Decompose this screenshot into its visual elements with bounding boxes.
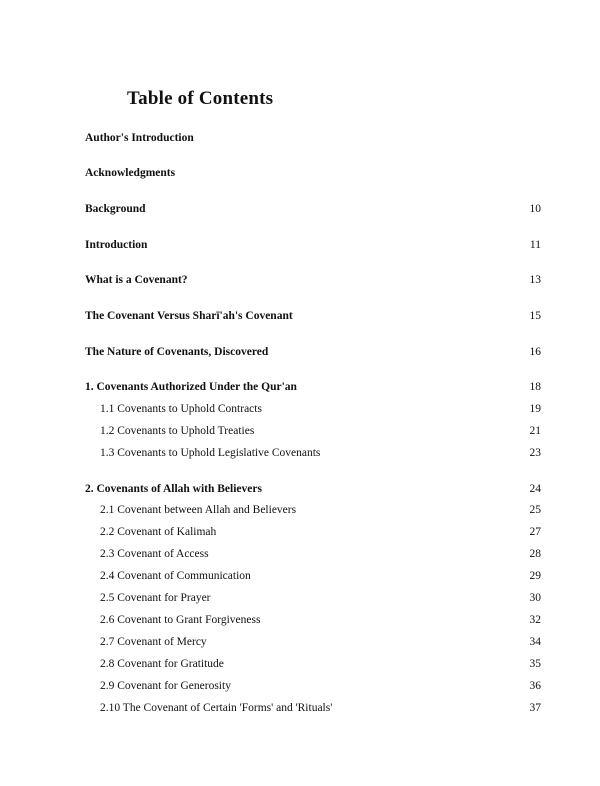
toc-entry-page: 16 (529, 346, 541, 358)
toc-entry-label: 2.6 Covenant to Grant Forgiveness (100, 614, 261, 626)
toc-entry-section-2-1[interactable] (100, 502, 541, 518)
toc-entry-page: 23 (529, 447, 541, 459)
toc-entry-label: The Covenant Versus Sharī'ah's Covenant (85, 310, 293, 322)
toc-entry-page: 24 (529, 483, 541, 495)
toc-entry-section-2-6[interactable] (100, 612, 541, 628)
toc-entry-section-2-9[interactable] (100, 678, 541, 694)
toc-entry-page: 11 (529, 239, 541, 251)
toc-entry-page: 28 (529, 548, 541, 560)
toc-entry-page: 13 (529, 274, 541, 286)
toc-entry-label: 2.9 Covenant for Generosity (100, 680, 231, 692)
toc-entry-section-2-10[interactable] (100, 700, 541, 716)
toc-entry-section-2-7[interactable] (100, 634, 541, 650)
toc-entry-label: Introduction (85, 239, 148, 251)
toc-entry-page: 19 (529, 403, 541, 415)
toc-entry-label: Author's Introduction (85, 132, 194, 144)
toc-entry-label: 2.4 Covenant of Communication (100, 570, 251, 582)
toc-entry-section-1-2[interactable] (100, 423, 541, 439)
toc-entry-section-2-3[interactable] (100, 546, 541, 562)
toc-entry-section-2-2[interactable] (100, 524, 541, 540)
toc-entry-label: 1.3 Covenants to Uphold Legislative Covenants (100, 447, 321, 459)
toc-entry-page: 37 (529, 702, 541, 714)
toc-entry-page: 18 (529, 381, 541, 393)
toc-entry-page: 32 (529, 614, 541, 626)
toc-entry-section-2-5[interactable] (100, 590, 541, 606)
toc-entry-section-1-3[interactable] (100, 445, 541, 461)
toc-entry-page: 36 (529, 680, 541, 692)
toc-entry-label: Background (85, 203, 146, 215)
toc-entry-acknowledgments[interactable] (85, 165, 541, 181)
toc-entry-page: 10 (529, 203, 541, 215)
toc-entry-introduction[interactable] (85, 237, 541, 253)
toc-entry-page: 35 (529, 658, 541, 670)
toc-entry-covenant-versus-shariahs-covenant[interactable] (85, 308, 541, 324)
toc-entry-background[interactable] (85, 201, 541, 217)
toc-entry-label: 2.5 Covenant for Prayer (100, 592, 211, 604)
toc-entry-label: 2.8 Covenant for Gratitude (100, 658, 224, 670)
toc-entry-label: 2. Covenants of Allah with Believers (85, 483, 262, 495)
toc-entry-section-2-8[interactable] (100, 656, 541, 672)
toc-entry-label: The Nature of Covenants, Discovered (85, 346, 269, 358)
toc-entry-label: 1. Covenants Authorized Under the Qur'an (85, 381, 297, 393)
toc-entry-page: 29 (529, 570, 541, 582)
toc-entry-label: 2.7 Covenant of Mercy (100, 636, 207, 648)
toc-entry-nature-of-covenants[interactable] (85, 344, 541, 360)
toc-entry-label: 2.3 Covenant of Access (100, 548, 209, 560)
toc-entry-section-2-4[interactable] (100, 568, 541, 584)
toc-entry-label: 1.1 Covenants to Uphold Contracts (100, 403, 262, 415)
toc-entry-page: 21 (529, 425, 541, 437)
toc-entry-what-is-a-covenant[interactable] (85, 272, 541, 288)
toc-entry-page: 15 (529, 310, 541, 322)
page-title: Table of Contents (127, 88, 274, 109)
toc-entry-page: 30 (529, 592, 541, 604)
toc-entry-label: 1.2 Covenants to Uphold Treaties (100, 425, 255, 437)
toc-entry-page: 27 (529, 526, 541, 538)
toc-entry-label: 2.10 The Covenant of Certain 'Forms' and 'Rituals' (100, 702, 333, 714)
toc-entry-label: What is a Covenant? (85, 274, 188, 286)
toc-entry-page: 25 (529, 504, 541, 516)
toc-entry-label: Acknowledgments (85, 167, 176, 179)
toc-entry-label: 2.2 Covenant of Kalimah (100, 526, 217, 538)
toc-entry-page: 34 (529, 636, 541, 648)
toc-entry-section-1-1[interactable] (100, 401, 541, 417)
toc-entry-label: 2.1 Covenant between Allah and Believers (100, 504, 297, 516)
toc-entry-chapter-2[interactable] (85, 481, 541, 497)
toc-entry-authors-introduction[interactable] (85, 130, 541, 146)
toc-entry-chapter-1[interactable] (85, 379, 541, 395)
